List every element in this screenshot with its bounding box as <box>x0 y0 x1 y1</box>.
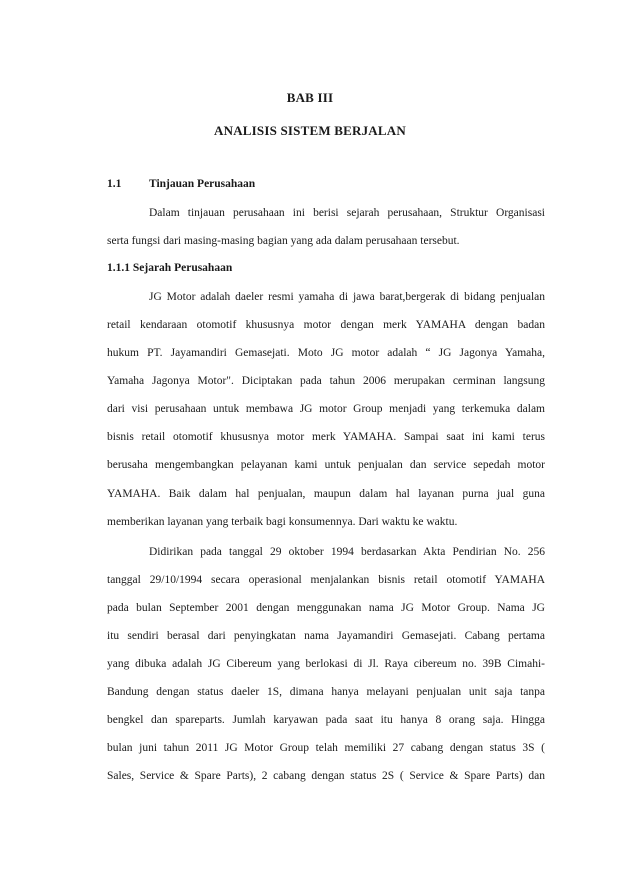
paragraph-line: JG Motor adalah daeler resmi yamaha di jawa barat,bergerak di bidang penjualan <box>149 291 545 303</box>
subsection-heading-1-1-1: 1.1.1 Sejarah Perusahaan <box>107 262 233 274</box>
paragraph-line: Dalam tinjauan perusahaan ini berisi sejarah perusahaan, Struktur Organisasi <box>149 207 545 219</box>
paragraph-line: yang dibuka adalah JG Cibereum yang berlokasi di Jl. Raya cibereum no. 39B Cimahi- <box>107 658 545 670</box>
paragraph-line: berusaha mengembangkan pelayanan kami untuk penjualan dan service sepedah motor <box>107 459 545 471</box>
paragraph-line: memberikan layanan yang terbaik bagi konsumennya. Dari waktu ke waktu. <box>107 516 458 528</box>
paragraph-line: bisnis retail otomotif khususnya motor merk YAMAHA. Sampai saat ini kami terus <box>107 431 545 443</box>
paragraph-line: bulan juni tahun 2011 JG Motor Group telah memiliki 27 cabang dengan status 3S ( <box>107 742 545 754</box>
paragraph-line: pada bulan September 2001 dengan menggunakan nama JG Motor Group. Nama JG <box>107 602 545 614</box>
paragraph-line: Didirikan pada tanggal 29 oktober 1994 berdasarkan Akta Pendirian No. 256 <box>149 546 545 558</box>
paragraph-line: retail kendaraan otomotif khususnya motor dengan merk YAMAHA dengan badan <box>107 319 545 331</box>
section-heading-1-1 <box>107 178 255 190</box>
paragraph-line: tanggal 29/10/1994 secara operasional menjalankan bisnis retail otomotif YAMAHA <box>107 574 545 586</box>
chapter-title: ANALISIS SISTEM BERJALAN <box>214 123 406 138</box>
paragraph-line: Yamaha Jagonya Motor". Diciptakan pada tahun 2006 merupakan cerminan langsung <box>107 375 545 387</box>
paragraph-line: Bandung dengan status daeler 1S, dimana hanya melayani penjualan unit saja tanpa <box>107 686 545 698</box>
paragraph-line: itu sendiri berasal dari penyingkatan nama Jayamandiri Gemasejati. Cabang pertama <box>107 630 545 642</box>
paragraph-line: hukum PT. Jayamandiri Gemasejati. Moto JG motor adalah “ JG Jagonya Yamaha, <box>107 347 545 359</box>
paragraph-line: YAMAHA. Baik dalam hal penjualan, maupun dalam hal layanan purna jual guna <box>107 488 545 500</box>
section-title: Tinjauan Perusahaan <box>149 178 256 190</box>
section-number: 1.1 <box>107 178 122 190</box>
paragraph-line: Sales, Service & Spare Parts), 2 cabang dengan status 2S ( Service & Spare Parts) dan <box>107 770 545 782</box>
paragraph-line: serta fungsi dari masing-masing bagian yang ada dalam perusahaan tersebut. <box>107 235 460 247</box>
chapter-number: BAB III <box>286 90 334 105</box>
paragraph-line: bengkel dan spareparts. Jumlah karyawan pada saat itu hanya 8 orang saja. Hingga <box>107 714 545 726</box>
paragraph-line: dari visi perusahaan untuk membawa JG motor Group menjadi yang terkemuka dalam <box>107 403 545 415</box>
